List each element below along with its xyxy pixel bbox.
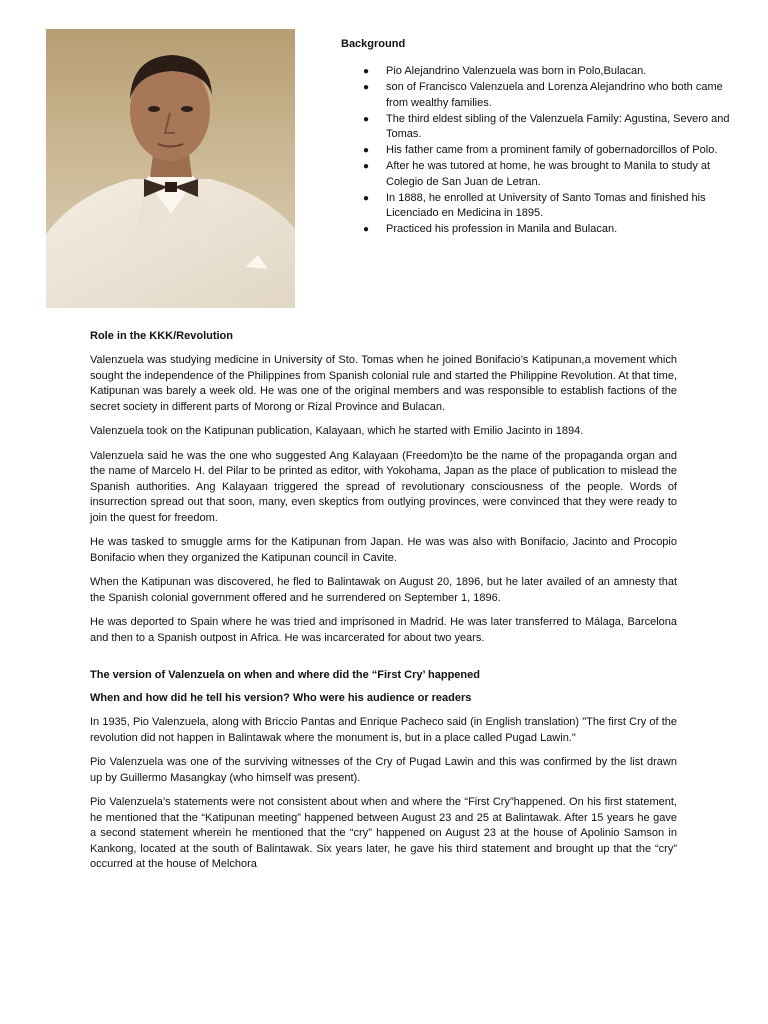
- portrait-photo: [46, 29, 295, 308]
- role-paragraph: He was deported to Spain where he was tried and imprisoned in Madrid. He was later transferred to Málaga, Barcelona and then to a Spanish outpost in Africa. He was incarcerated for about two years.: [90, 616, 677, 644]
- bullet-icon: ●: [363, 113, 370, 125]
- list-item: ● son of Francisco Valenzuela and Lorenza Alejandrino who both came from wealthy families.: [363, 81, 723, 109]
- list-item: ● In 1888, he enrolled at University of Santo Tomas and finished his Licenciado en Medicina in 1895.: [363, 191, 706, 219]
- background-heading: Background: [341, 38, 406, 50]
- role-paragraph: He was tasked to smuggle arms for the Katipunan from Japan. He was was also with Bonifacio, Jacinto and Procopio Bonifacio when they organized the Katipunan council in Cavite.: [90, 536, 677, 564]
- list-item: ● His father came from a prominent family of gobernadorcillos of Polo.: [341, 143, 741, 159]
- version-paragraph: In 1935, Pio Valenzuela, along with Briccio Pantas and Enrique Pacheco said (in English translation) "The first Cry of the revolution did not happen in Balintawak where the monument is, but in a place called Pugad Lawin.": [90, 716, 677, 744]
- main-content: [90, 330, 677, 882]
- list-item: ● Practiced his profession in Manila and Bulacan.: [341, 222, 741, 238]
- role-paragraph: Valenzuela took on the Katipunan publication, Kalayaan, which he started with Emilio Jacinto in 1894.: [90, 425, 584, 437]
- bullet-icon: ●: [363, 66, 370, 77]
- list-item: ● The third eldest sibling of the Valenzuela Family: Agustina, Severo and Tomas.: [363, 112, 730, 140]
- bullet-icon: ●: [363, 161, 370, 172]
- role-paragraph: Valenzuela was studying medicine in University of Sto. Tomas when he joined Bonifacio’s Katipunan,a movement which sought the independence of the Philippines from Spanish colonial rule and started the Philippine Revolution. At that time, Katipunan was barely a week old. He was one of the original members and was responsible to establish factions of the secret society in different parts of Morong or Rizal Province and Bulacan.: [90, 354, 677, 413]
- bullet-icon: ●: [363, 224, 370, 235]
- background-section: [341, 38, 741, 238]
- role-paragraph: Valenzuela said he was the one who suggested Ang Kalayaan (Freedom)to be the name of the propaganda organ and the name of Marcelo H. del Pilar to be printed as editor, with Yokohama, Japan as the place of publication to mislead the Spanish authorities. Ang Kalayaan triggered the spread of revolutionary consciousness of the people. Words of insurrection spread out that soon, many, even skeptics from outlying provinces, were convinced that they were ready to join the quest for freedom.: [90, 449, 677, 524]
- role-heading: Role in the KKK/Revolution: [90, 330, 233, 342]
- version-paragraph: Pio Valenzuela was one of the surviving witnesses of the Cry of Pugad Lawin and this was confirmed by the list drawn up by Guillermo Masangkay (who himself was present).: [90, 756, 677, 784]
- bullet-icon: ●: [363, 145, 370, 156]
- portrait-illustration: [46, 29, 295, 308]
- version-paragraph: Pio Valenzuela’s statements were not consistent about when and where the “First Cry”happened. On his first statement, he mentioned that the “Katipunan meeting” happened between August 23 and 25 at Balintawak. After 15 years he gave a second statement wherein he mentioned that the “cry” happened on August 23 at the house of Apolinio Samson in Kankong, located at the south of Balintawak. Six years later, he gave his third statement and brought up that the “cry” occurred at the house of Melchora: [90, 796, 677, 870]
- version-subheading: When and how did he tell his version? Who were his audience or readers: [90, 692, 472, 704]
- background-list: [341, 64, 741, 238]
- bullet-icon: ●: [363, 192, 370, 204]
- role-paragraph: When the Katipunan was discovered, he fled to Balintawak on August 20, 1896, but he later availed of an amnesty that the Spanish colonial government offered and he surrendered on September 1, 1896.: [90, 576, 677, 604]
- list-item: ● After he was tutored at home, he was brought to Manila to study at Colegio de San Juan de Letran.: [363, 160, 711, 188]
- version-heading: The version of Valenzuela on when and where did the “First Cry’ happened: [90, 669, 480, 681]
- list-item: ● Pio Alejandrino Valenzuela was born in Polo,Bulacan.: [341, 64, 741, 80]
- bullet-icon: ●: [363, 82, 370, 93]
